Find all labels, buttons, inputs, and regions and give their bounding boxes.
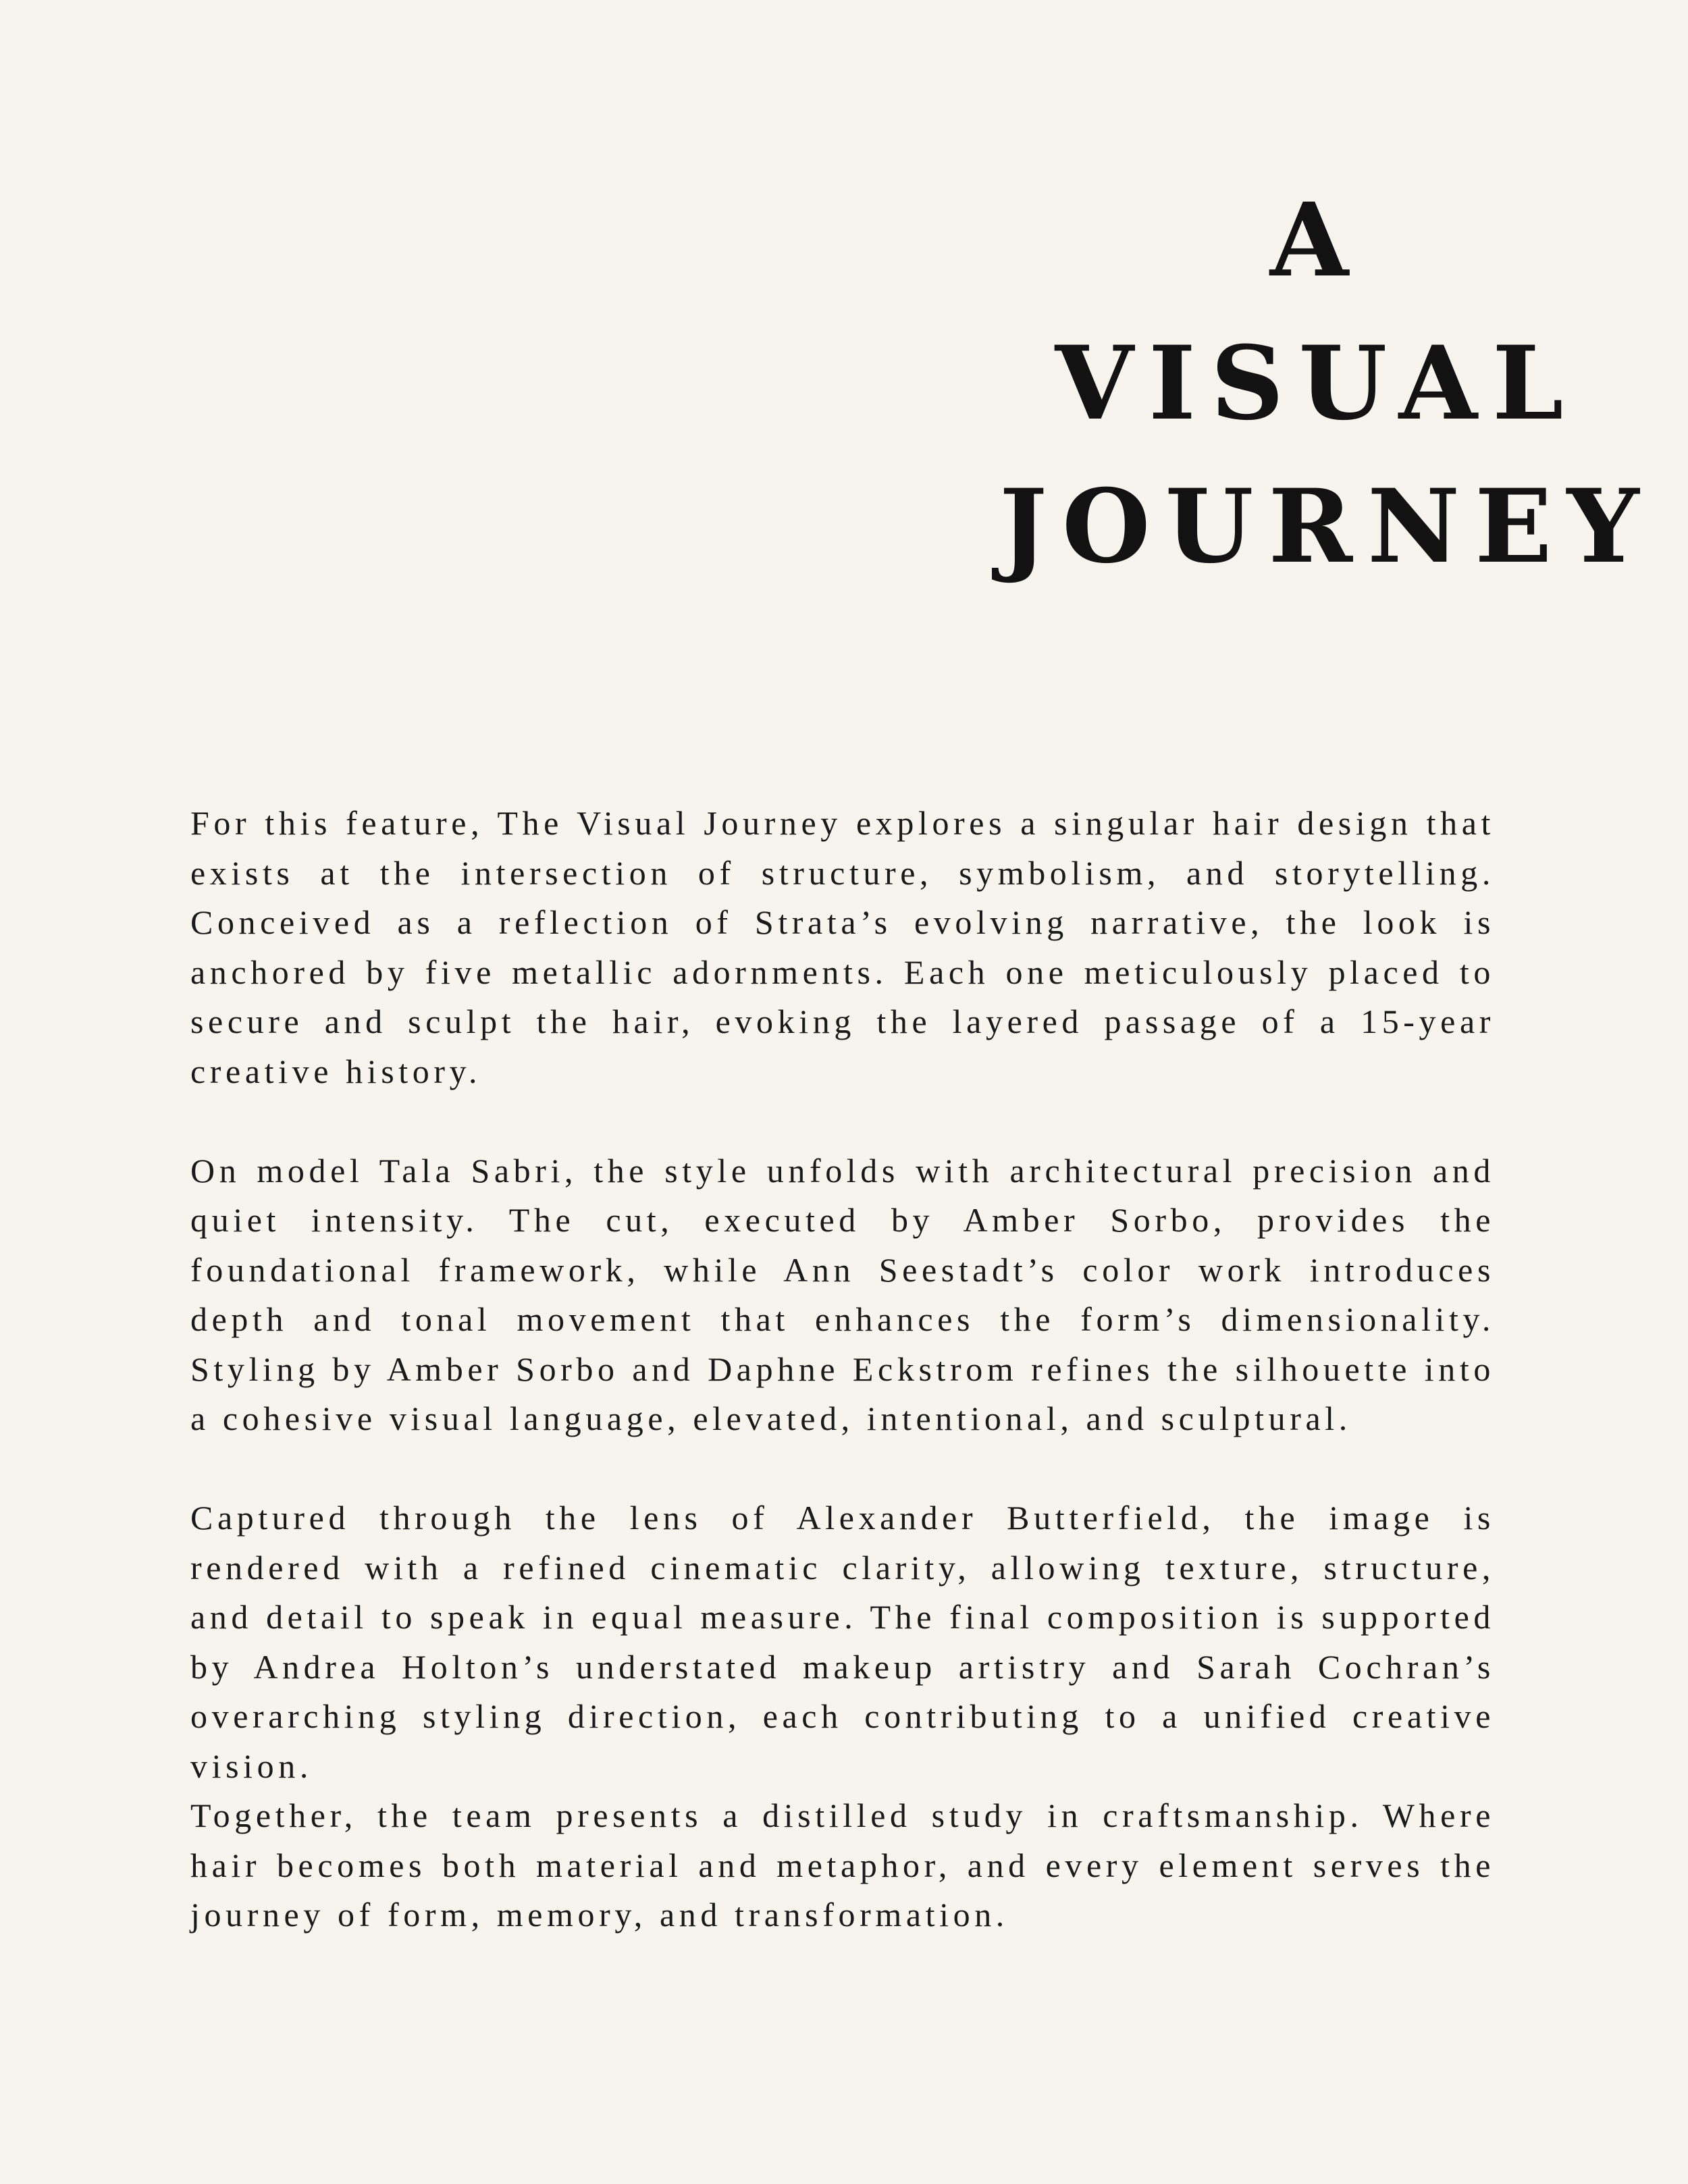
paragraph-spacer xyxy=(190,1444,1495,1494)
page-title xyxy=(999,169,1654,598)
paragraph-team: Together, the team presents a distilled study in craftsmanship. Where hair becomes both material and metaphor, and every element serves the journey of form, memory, and transformation. xyxy=(190,1796,1495,1934)
paragraph-spacer xyxy=(190,1096,1495,1146)
article-body xyxy=(190,799,1495,1940)
title-line-1: A xyxy=(1269,181,1364,300)
paragraph-photography: Captured through the lens of Alexander Butterfield, the image is rendered with a refined cinematic clarity, allowing texture, structure, and detail to speak in equal measure. The final composition is supported by Andrea Holton’s understated makeup artistry and Sarah Cochran’s overarching styling direction, each contributing to a unified creative vision. xyxy=(190,1499,1495,1785)
title-line-2: VISUAL xyxy=(1055,324,1579,443)
title-line-3: JOURNEY xyxy=(999,467,1654,586)
paragraph-intro: For this feature, The Visual Journey explores a singular hair design that exists at the intersection of structure, symbolism, and storytelling. Conceived as a reflection of Strata’s evolving narrative, the look is anchored by five metallic adornments. Each one meticulously placed to secure and sculpt the hair, evoking the layered passage of a 15-year creative history. xyxy=(190,804,1495,1090)
paragraph-model: On model Tala Sabri, the style unfolds with architectural precision and quiet intensity. The cut, executed by Amber Sorbo, provides the foundational framework, while Ann Seestadt’s color work introduces depth and tonal movement that enhances the form’s dimensionality. Styling by Amber Sorbo and Daphne Eckstrom refines the silhouette into a cohesive visual language, elevated, intentional, and sculptural. xyxy=(190,1151,1495,1437)
